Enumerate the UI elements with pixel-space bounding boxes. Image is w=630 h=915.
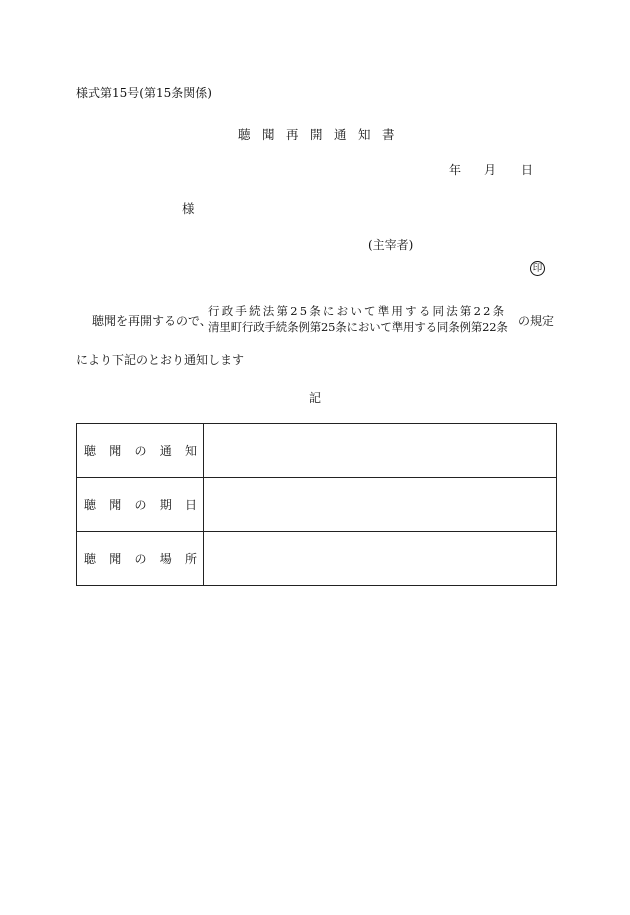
body-lead-text: 聴聞を再開するので、	[92, 314, 212, 328]
form-number: 様式第15号(第15条関係)	[76, 86, 212, 100]
ki-heading: 記	[309, 391, 322, 405]
body-tail-text: の規定	[518, 314, 555, 328]
row-label-date: 聴聞の期日	[77, 478, 204, 532]
table-row	[77, 532, 557, 586]
date-day-label: 日	[521, 163, 534, 177]
document-title: 聴聞再開通知書	[238, 127, 407, 142]
date-year-label: 年	[449, 163, 462, 177]
addressee-suffix: 様	[182, 201, 195, 216]
row-label-place: 聴聞の場所	[77, 532, 204, 586]
statute-option-ordinance: 清里町行政手続条例第25条において準用する同条例第22条	[208, 320, 508, 334]
statute-options	[208, 303, 508, 335]
row-value-place[interactable]	[204, 532, 557, 586]
table-row	[77, 424, 557, 478]
presider-label: (主宰者)	[368, 238, 414, 252]
body-second-line: により下記のとおり通知します	[76, 353, 245, 367]
seal-mark: 印	[530, 261, 545, 276]
statute-option-act: 行政手続法第25条において準用する同法第22条	[208, 304, 507, 318]
row-value-date[interactable]	[204, 478, 557, 532]
date-month-label: 月	[484, 163, 497, 177]
row-value-notice[interactable]	[204, 424, 557, 478]
table-row	[77, 478, 557, 532]
row-label-notice: 聴聞の通知	[77, 424, 204, 478]
hearing-details-table	[76, 423, 557, 586]
